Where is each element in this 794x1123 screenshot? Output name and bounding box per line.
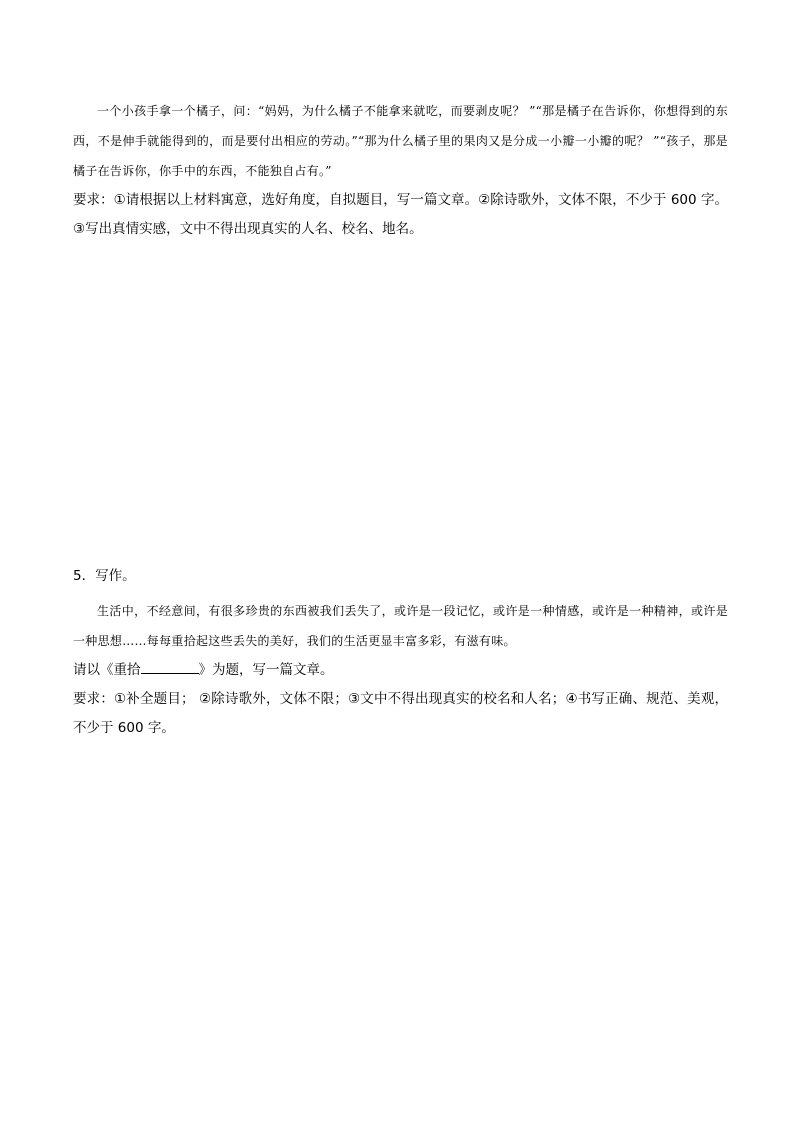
title-blank (141, 660, 199, 674)
regain-material-paragraph: 生活中，不经意间，有很多珍贵的东西被我们丢失了，或许是一段记忆，或许是一种情感，或许是一种精神，或许是一种思想……每每重拾起这些丢失的美好，我们的生活更显丰富多彩，有滋有味。 (73, 604, 728, 648)
prompt-suffix: 》为题，写一篇文章。 (198, 662, 334, 678)
section-5 (73, 566, 728, 743)
section-5-heading: 5．写作。 (73, 568, 136, 584)
section-4 (73, 96, 728, 244)
prompt-prefix: 请以《重拾 (73, 662, 141, 678)
section-5-requirements: 要求：①补全题目； ②除诗歌外，文体不限；③文中不得出现真实的校名和人名；④书写正确、规范、美观，不少于 600 字。 (73, 691, 728, 736)
orange-material-paragraph: 一个小孩手拿一个橘子，问：“妈妈，为什么橘子不能拿来就吃，而要剥皮呢？ ”“那是橘子在告诉你，你想得到的东西，不是伸手就能得到的，而是要付出相应的劳动。”“那为什么橘子里的果肉又是分成一小瓣一小瓣的呢？ ”“孩子，那是橘子在告诉你，你手中的东西，不能独自占有。” (73, 104, 728, 178)
section-4-requirements: 要求：①请根据以上材料寓意，选好角度，自拟题目，写一篇文章。②除诗歌外，文体不限，不少于 600 字。③写出真情实感，文中不得出现真实的人名、校名、地名。 (73, 192, 728, 237)
essay-title-prompt (73, 656, 728, 685)
